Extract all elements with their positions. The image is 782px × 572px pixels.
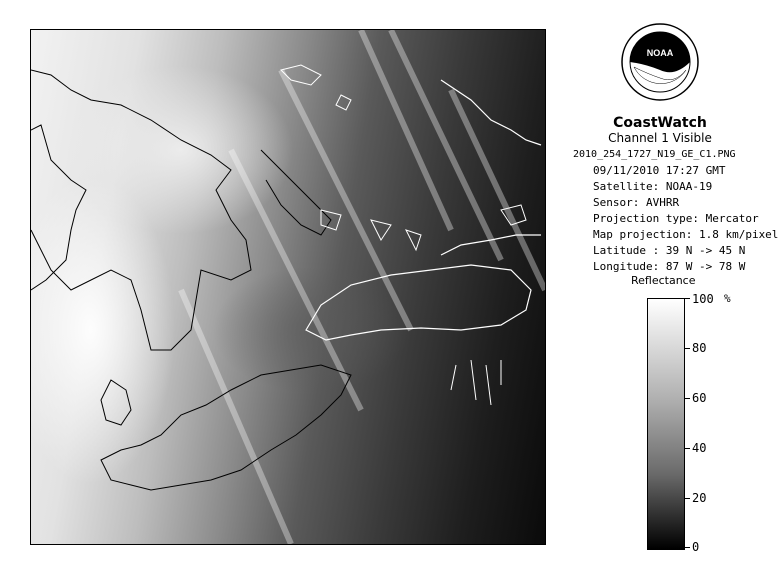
colorbar-tick	[684, 498, 690, 499]
product-title: CoastWatch	[613, 115, 707, 131]
lake-michigan-shoreline	[31, 125, 86, 290]
svg-text:NOAA: NOAA	[646, 48, 674, 58]
colorbar-tick-label: 100	[692, 292, 714, 306]
latitude-label: Latitude : 39 N -> 45 N	[593, 244, 746, 257]
lake-ontario-shoreline	[306, 265, 531, 340]
sensor-label: Sensor: AVHRR	[593, 196, 680, 209]
channel-subtitle: Channel 1 Visible	[608, 131, 712, 145]
reflectance-colorbar	[647, 298, 685, 550]
colorbar-tick	[684, 298, 690, 299]
noaa-logo	[620, 22, 700, 102]
map-projection-label: Map projection: 1.8 km/pixel	[593, 228, 779, 241]
datetime-label: 09/11/2010 17:27 GMT	[593, 164, 726, 177]
lake-huron-shoreline	[31, 70, 251, 350]
colorbar-tick-label: 80	[692, 341, 707, 355]
colorbar-tick-label: 20	[692, 491, 707, 505]
lake-st-clair-shoreline	[101, 380, 131, 425]
inland-lakes-outline	[281, 65, 526, 250]
lake-erie-shoreline	[101, 365, 351, 490]
colorbar-tick	[684, 547, 690, 548]
colorbar-tick	[684, 448, 690, 449]
longitude-label: Longitude: 87 W -> 78 W	[593, 260, 746, 273]
projection-type-label: Projection type: Mercator	[593, 212, 759, 225]
coastline-overlay	[31, 30, 545, 544]
ottawa-river-shoreline	[441, 80, 541, 145]
colorbar-label: Reflectance	[631, 274, 696, 287]
colorbar-unit: %	[724, 292, 731, 305]
satellite-label: Satellite: NOAA-19	[593, 180, 713, 193]
colorbar-tick-label: 60	[692, 391, 707, 405]
colorbar-tick	[684, 398, 690, 399]
filename-label: 2010_254_1727_N19_GE_C1.PNG	[573, 149, 736, 160]
colorbar-tick-label: 40	[692, 441, 707, 455]
cloud-streaks	[181, 30, 545, 544]
satellite-image	[30, 29, 546, 545]
colorbar-tick	[684, 348, 690, 349]
finger-lakes-outline	[451, 360, 501, 405]
colorbar-tick-label: 0	[692, 540, 700, 554]
